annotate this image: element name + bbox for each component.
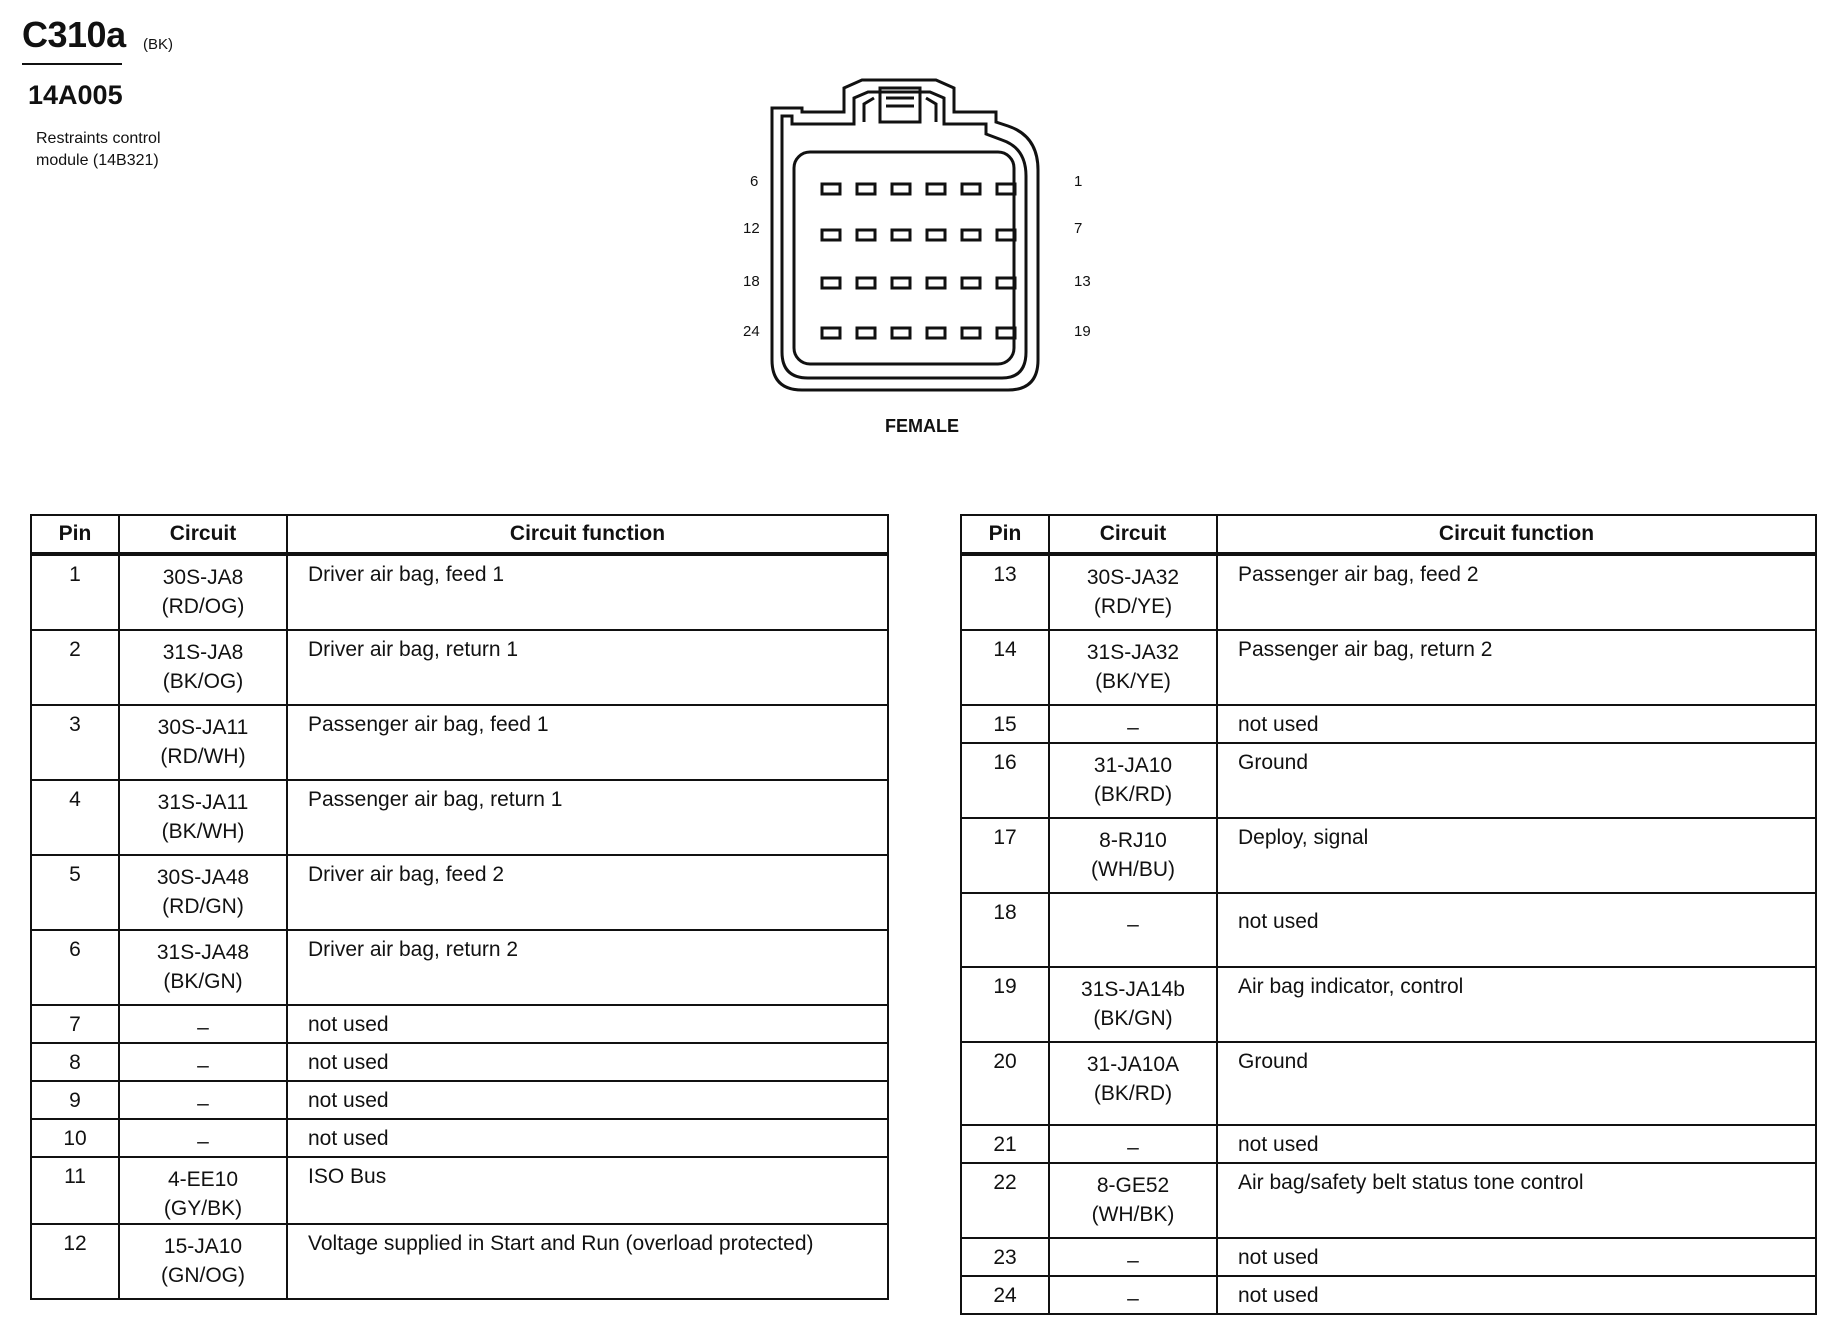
circuit-function: Passenger air bag, return 2: [1217, 630, 1816, 705]
pin-number: 6: [31, 930, 119, 1005]
table-row: [961, 630, 1816, 705]
pin-cavity-11: [857, 230, 875, 240]
pin-cavity-19: [997, 328, 1015, 338]
pin-number: 22: [961, 1163, 1049, 1238]
pin-table-right: [960, 514, 1817, 1315]
circuit-cell: [1049, 705, 1217, 743]
circuit-function: Driver air bag, feed 2: [287, 855, 888, 930]
table-row: [961, 554, 1816, 630]
pin-table-left: [30, 514, 889, 1300]
table-row: [31, 780, 888, 855]
pin-label-19: 19: [1074, 323, 1091, 340]
wire-color: (BK/GN): [1093, 1007, 1173, 1030]
pin-cavity-23: [857, 328, 875, 338]
pin-label-18: 18: [743, 273, 760, 290]
circuit-function: Air bag/safety belt status tone control: [1217, 1163, 1816, 1238]
circuit-id: 31-JA10: [1093, 754, 1173, 777]
circuit-cell: [1049, 1238, 1217, 1276]
wire-color: (RD/WH): [160, 745, 246, 768]
table-row: [961, 1238, 1816, 1276]
circuit-id: 30S-JA8: [162, 566, 244, 589]
circuit-id: –: [1127, 1249, 1139, 1272]
circuit-id: –: [1127, 1287, 1139, 1310]
pin-number: 15: [961, 705, 1049, 743]
circuit-function: Passenger air bag, feed 2: [1217, 554, 1816, 630]
circuit-id: –: [197, 1130, 209, 1153]
circuit-cell: [119, 1081, 287, 1119]
table-row: [31, 630, 888, 705]
pin-cavity-24: [822, 328, 840, 338]
pin-cavity-12: [822, 230, 840, 240]
pin-cavity-13: [997, 278, 1015, 288]
pin-number: 23: [961, 1238, 1049, 1276]
circuit-id: –: [1127, 913, 1139, 936]
circuit-cell: [119, 554, 287, 630]
pin-cavity-10: [892, 230, 910, 240]
circuit-id: –: [1127, 716, 1139, 739]
pin-cavity-20: [962, 328, 980, 338]
circuit-id: 30S-JA11: [157, 716, 249, 739]
circuit-function: not used: [1217, 893, 1816, 967]
col-header-pin: Pin: [31, 515, 119, 554]
pin-cavity-1: [997, 184, 1015, 194]
pin-cavity-16: [892, 278, 910, 288]
pin-label-6: 6: [750, 173, 759, 190]
part-number: 14A005: [28, 80, 123, 110]
pin-label-7: 7: [1074, 220, 1083, 237]
pin-label-24: 24: [743, 323, 760, 340]
pin-cavity-15: [927, 278, 945, 288]
circuit-cell: [1049, 1163, 1217, 1238]
pin-number: 14: [961, 630, 1049, 705]
circuit-function: not used: [1217, 1125, 1816, 1163]
module-description: [36, 128, 236, 172]
wire-color: (RD/YE): [1093, 595, 1173, 618]
gender-label: FEMALE: [885, 416, 959, 436]
pin-number: 18: [961, 893, 1049, 967]
col-header-function: Circuit function: [287, 515, 888, 554]
circuit-function: Voltage supplied in Start and Run (overload protected): [287, 1224, 888, 1299]
circuit-function: Driver air bag, return 1: [287, 630, 888, 705]
circuit-function: ISO Bus: [287, 1157, 888, 1224]
col-header-function: Circuit function: [1217, 515, 1816, 554]
wire-color: (BK/GN): [163, 970, 243, 993]
pin-number: 2: [31, 630, 119, 705]
table-row: [31, 1157, 888, 1224]
pin-number: 3: [31, 705, 119, 780]
circuit-id: 30S-JA32: [1086, 566, 1180, 589]
circuit-id: 31-JA10A: [1086, 1053, 1180, 1076]
table-row: [31, 554, 888, 630]
circuit-cell: [1049, 893, 1217, 967]
circuit-cell: [119, 1043, 287, 1081]
circuit-cell: [119, 1224, 287, 1299]
pin-number: 17: [961, 818, 1049, 893]
circuit-function: Ground: [1217, 743, 1816, 818]
table-row: [31, 930, 888, 1005]
connector-code: C310a: [22, 14, 126, 55]
table-row: [31, 1043, 888, 1081]
description-line-2: module (14B321): [36, 152, 159, 169]
circuit-cell: [1049, 554, 1217, 630]
table-row: [961, 818, 1816, 893]
pin-number: 20: [961, 1042, 1049, 1125]
circuit-cell: [1049, 1042, 1217, 1125]
circuit-cell: [119, 780, 287, 855]
circuit-id: –: [197, 1092, 209, 1115]
circuit-function: not used: [287, 1119, 888, 1157]
circuit-cell: [119, 630, 287, 705]
pin-number: 19: [961, 967, 1049, 1042]
table-row: [31, 1005, 888, 1043]
circuit-cell: [119, 1157, 287, 1224]
pin-number: 16: [961, 743, 1049, 818]
circuit-cell: [119, 930, 287, 1005]
circuit-cell: [1049, 1125, 1217, 1163]
wire-color: (GN/OG): [161, 1264, 245, 1287]
pin-cavity-17: [857, 278, 875, 288]
wire-color: (BK/RD): [1093, 783, 1173, 806]
circuit-id: 31S-JA14b: [1081, 978, 1185, 1001]
pin-cavity-6: [822, 184, 840, 194]
circuit-function: not used: [1217, 705, 1816, 743]
table-row: [961, 1042, 1816, 1125]
pin-number: 1: [31, 554, 119, 630]
wire-color: (GY/BK): [163, 1197, 243, 1220]
wire-color: (RD/OG): [161, 595, 245, 618]
wire-color: (WH/BK): [1091, 1203, 1175, 1226]
circuit-function: not used: [1217, 1238, 1816, 1276]
pin-number: 4: [31, 780, 119, 855]
table-row: [961, 705, 1816, 743]
pin-cavity-7: [997, 230, 1015, 240]
circuit-function: Driver air bag, feed 1: [287, 554, 888, 630]
wire-color: (BK/YE): [1095, 670, 1171, 693]
wire-color: (BK/OG): [162, 670, 244, 693]
col-header-circuit: Circuit: [119, 515, 287, 554]
circuit-cell: [119, 1005, 287, 1043]
wire-color: (BK/RD): [1093, 1082, 1173, 1105]
pin-cavity-14: [962, 278, 980, 288]
circuit-function: Driver air bag, return 2: [287, 930, 888, 1005]
circuit-id: 31S-JA48: [156, 941, 250, 964]
circuit-function: not used: [1217, 1276, 1816, 1314]
circuit-id: 4-EE10: [167, 1168, 239, 1191]
connector-color: (BK): [143, 36, 173, 53]
circuit-id: 31S-JA32: [1086, 641, 1180, 664]
circuit-cell: [119, 1119, 287, 1157]
pin-cavity-5: [857, 184, 875, 194]
table-row: [961, 893, 1816, 967]
table-row: [31, 1081, 888, 1119]
table-row: [961, 1125, 1816, 1163]
col-header-circuit: Circuit: [1049, 515, 1217, 554]
circuit-id: –: [197, 1054, 209, 1077]
table-row: [31, 855, 888, 930]
circuit-id: –: [1127, 1136, 1139, 1159]
pin-number: 9: [31, 1081, 119, 1119]
circuit-id: 31S-JA11: [157, 791, 249, 814]
table-row: [961, 1276, 1816, 1314]
circuit-id: 8-RJ10: [1099, 829, 1167, 852]
circuit-function: not used: [287, 1081, 888, 1119]
pin-number: 24: [961, 1276, 1049, 1314]
circuit-id: 15-JA10: [163, 1235, 243, 1258]
pin-number: 10: [31, 1119, 119, 1157]
pin-label-12: 12: [743, 220, 760, 237]
pin-number: 13: [961, 554, 1049, 630]
pin-number: 7: [31, 1005, 119, 1043]
housing-inner-outline: [782, 92, 1026, 378]
circuit-cell: [1049, 967, 1217, 1042]
circuit-function: Ground: [1217, 1042, 1816, 1125]
circuit-id: –: [197, 1016, 209, 1039]
wire-color: (WH/BU): [1091, 858, 1175, 881]
pin-cavity-4: [892, 184, 910, 194]
pin-number: 11: [31, 1157, 119, 1224]
pin-cavity-21: [927, 328, 945, 338]
circuit-cell: [119, 705, 287, 780]
circuit-cell: [1049, 743, 1217, 818]
col-header-pin: Pin: [961, 515, 1049, 554]
pin-cavity-22: [892, 328, 910, 338]
table-row: [31, 1224, 888, 1299]
pin-number: 12: [31, 1224, 119, 1299]
table-row: [961, 967, 1816, 1042]
circuit-function: Passenger air bag, return 1: [287, 780, 888, 855]
table-row: [31, 1119, 888, 1157]
connector-face-diagram: [740, 60, 1070, 400]
pin-cavity-3: [927, 184, 945, 194]
pin-cavity-9: [927, 230, 945, 240]
pin-label-1: 1: [1074, 173, 1083, 190]
pin-number: 8: [31, 1043, 119, 1081]
table-row: [961, 743, 1816, 818]
table-row: [31, 705, 888, 780]
circuit-function: Deploy, signal: [1217, 818, 1816, 893]
connector-code-underline: [22, 63, 122, 65]
circuit-function: Air bag indicator, control: [1217, 967, 1816, 1042]
circuit-id: 8-GE52: [1096, 1174, 1170, 1197]
circuit-function: not used: [287, 1005, 888, 1043]
pin-number: 5: [31, 855, 119, 930]
table-row: [961, 1163, 1816, 1238]
circuit-cell: [119, 855, 287, 930]
circuit-id: 30S-JA48: [156, 866, 250, 889]
circuit-cell: [1049, 1276, 1217, 1314]
wire-color: (RD/GN): [162, 895, 244, 918]
circuit-function: Passenger air bag, feed 1: [287, 705, 888, 780]
circuit-cell: [1049, 818, 1217, 893]
circuit-cell: [1049, 630, 1217, 705]
pin-cavity-8: [962, 230, 980, 240]
wire-color: (BK/WH): [161, 820, 245, 843]
pin-cavity-18: [822, 278, 840, 288]
circuit-id: 31S-JA8: [162, 641, 244, 664]
pin-label-13: 13: [1074, 273, 1091, 290]
pin-cavity-2: [962, 184, 980, 194]
description-line-1: Restraints control: [36, 130, 161, 147]
circuit-function: not used: [287, 1043, 888, 1081]
pin-number: 21: [961, 1125, 1049, 1163]
